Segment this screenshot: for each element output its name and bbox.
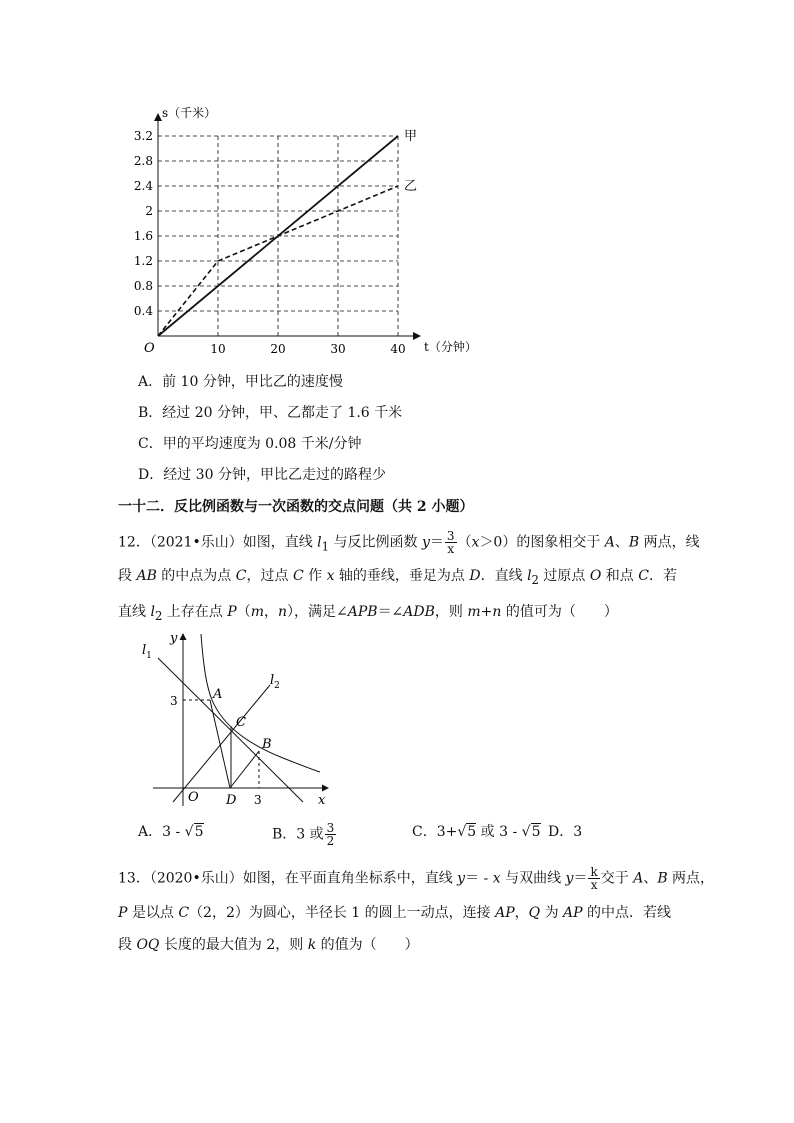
y-tick-label: 1.6 [133, 229, 153, 243]
q13-text: ＝ [573, 870, 588, 887]
y-axis-label: s（千米） [162, 106, 217, 120]
series-label: 甲 [404, 129, 418, 144]
q12-text: ，则 [434, 604, 468, 620]
q12-text: ， [263, 604, 278, 620]
fig-label-d: D [226, 793, 237, 808]
q12-option-text: 或 3 - [476, 824, 522, 840]
q13-text: k [307, 937, 317, 953]
q12-text: ，过点 [246, 568, 293, 584]
q12-option-d: D．3 [548, 824, 583, 840]
q12-text: n [492, 604, 502, 620]
sqrt-radicand: 5 [194, 824, 204, 840]
q12-text: 过原点 [538, 568, 590, 584]
q12-text: 2 [154, 608, 163, 623]
y-tick-label: 0.8 [133, 279, 153, 293]
fig-label-b: B [262, 737, 272, 752]
q13-text: A [633, 870, 644, 887]
q12-text: （ [236, 604, 251, 620]
q13-text: 为 [540, 905, 564, 921]
q12-text: 的中点为点 [156, 568, 236, 584]
fraction-denominator: 2 [326, 834, 335, 848]
q12-text: B [628, 534, 640, 551]
q12-option-text: C．3+ [412, 824, 458, 840]
q13-text: 13．（2020•乐山）如图，在平面直角坐标系中，直线 [118, 870, 458, 887]
q12-text: ADB [403, 604, 435, 620]
fig-label-a: A [213, 687, 223, 702]
q13-text: P [118, 905, 128, 921]
q11-option-c: C．甲的平均速度为 0.08 千米/分钟 [138, 436, 362, 452]
q12-text: m [250, 604, 264, 620]
q12-text: + [480, 604, 493, 620]
y-tick-label: 2.8 [133, 154, 153, 168]
x-tick-label: 30 [330, 342, 346, 356]
q12-text: 与反比例函数 [329, 534, 422, 551]
q12-text: D [469, 568, 481, 584]
q12-line-1 [118, 530, 700, 556]
q12-text: 段 [118, 568, 137, 584]
fig-label-3y: 3 [170, 694, 178, 708]
q13-text: B [657, 870, 668, 887]
q12-text: P [227, 604, 237, 620]
q13-text: 是以点 [127, 905, 179, 921]
q11-option-d: D．经过 30 分钟，甲比乙走过的路程少 [138, 467, 386, 483]
fig-label-x: x [318, 793, 326, 808]
y-tick-label: 1.2 [133, 254, 153, 268]
q12-text: 1 [321, 539, 330, 554]
q12-text: y [421, 534, 430, 551]
fig-hyperbola [201, 634, 320, 772]
q12-text: n [277, 604, 287, 620]
q12-line-3 [118, 602, 618, 626]
q13-line-3 [118, 935, 419, 955]
q12-text: ．直线 [480, 568, 528, 584]
q12-text: 直线 [118, 604, 151, 620]
q13-text: ， [514, 905, 529, 921]
q13-text: 段 [118, 937, 137, 953]
q13-text: AP [563, 905, 583, 921]
q12-text: ），满足∠ [287, 604, 348, 620]
q13-text: AP [495, 905, 515, 921]
q12-text: x [471, 534, 480, 551]
q12-text: AB [136, 568, 157, 584]
q12-text: 作 [303, 568, 327, 584]
q12-text: 上存在点 [162, 604, 228, 620]
q13-text: 长度的最大值为 2，则 [159, 937, 308, 953]
section-heading: 一十二．反比例函数与一次函数的交点问题（共 2 小题） [118, 499, 474, 515]
fig-label-l1: $l_1$ [142, 643, 152, 661]
q12-text: 轴的垂线，垂足为点 [334, 568, 470, 584]
fig-label-3x: 3 [254, 793, 262, 807]
q12-text: x [326, 568, 335, 584]
q12-text: ．若 [648, 568, 677, 584]
y-tick-label: 3.2 [133, 129, 153, 143]
q13-text: OQ [136, 937, 160, 953]
q12-text: m [467, 604, 481, 620]
origin-label: O [144, 341, 155, 356]
q12-option-text: A．3 - [138, 824, 185, 840]
q12-text: ＝ [429, 534, 444, 551]
q12-text: 两点，线 [639, 534, 700, 551]
q13-text: 、 [643, 870, 658, 887]
fig-label-c: C [236, 715, 246, 730]
q12-text: ＝∠ [377, 604, 404, 620]
q13-text: 的值为（ ） [316, 937, 419, 953]
x-tick-label: 10 [210, 342, 226, 356]
q12-text: 的值可为（ ） [501, 604, 618, 620]
q13-fraction [588, 866, 599, 891]
distance-time-chart [130, 100, 490, 370]
q12-text: C [292, 568, 304, 584]
q12-text: 和点 [601, 568, 639, 584]
q13-text: 两点， [667, 870, 715, 887]
fraction-numerator: 3 [326, 821, 335, 835]
fig-label-o: O [188, 790, 199, 805]
q13-text: 交于 [600, 870, 634, 887]
q12-text: APB [347, 604, 378, 620]
q12-option-c: C．3+√5 或 3 - √5 [412, 824, 541, 840]
q12-text: C [638, 568, 649, 584]
q12-text: 12．（2021•乐山）如图，直线 [118, 534, 318, 551]
q12-text: l [317, 534, 322, 551]
q12-option-b [272, 822, 337, 847]
fig-segment-ad [210, 700, 230, 788]
fraction-denominator: x [590, 878, 598, 892]
fraction-numerator: k [590, 865, 598, 879]
q12-option-a: A．3 - √5 [138, 824, 204, 840]
fig-label-y: y [170, 631, 178, 646]
q11-option-a: A．前 10 分钟，甲比乙的速度慢 [138, 374, 343, 390]
q13-text: 与双曲线 [500, 870, 566, 887]
chart-series [158, 129, 417, 336]
fraction-denominator: x [447, 542, 455, 556]
q12-option-b-fraction [325, 822, 337, 847]
q12-text: C [235, 568, 247, 584]
q12-text: 2 [531, 572, 539, 587]
q13-text: x [492, 870, 501, 887]
q13-text: C [178, 905, 190, 921]
x-axis-label: t（分钟） [424, 340, 477, 354]
q13-line-1 [118, 866, 714, 891]
q13-text: （2，2）为圆心，半径长 1 的圆上一动点，连接 [189, 905, 496, 921]
q12-text: （ [457, 534, 472, 551]
sqrt-radicand: 5 [531, 824, 541, 840]
q12-fraction [445, 530, 457, 555]
q12-text: O [589, 568, 602, 584]
q13-line-2 [118, 903, 671, 923]
q12-option-text: B．3 或 [272, 826, 324, 843]
fig-line-l2 [173, 685, 270, 802]
q13-text: 的中点．若线 [582, 905, 672, 921]
fig-label-l2: $l_2$ [270, 673, 280, 691]
series-label: 乙 [404, 179, 418, 194]
y-tick-label: 0.4 [133, 304, 153, 318]
q12-line-2 [118, 566, 677, 590]
q13-text: ＝ - [465, 870, 493, 887]
x-tick-label: 20 [270, 342, 286, 356]
q12-text: A [604, 534, 615, 551]
x-tick-label: 40 [390, 342, 406, 356]
q13-text: y [457, 870, 466, 887]
q12-text: 、 [614, 534, 629, 551]
q13-text: Q [528, 905, 541, 921]
q13-text: y [565, 870, 574, 887]
q11-option-b: B．经过 20 分钟，甲、乙都走了 1.6 千米 [138, 405, 403, 421]
sqrt-radicand: 5 [467, 824, 477, 840]
q12-text: l [527, 568, 532, 584]
fraction-numerator: 3 [446, 529, 455, 543]
q12-text: l [150, 604, 155, 620]
q12-figure [138, 630, 338, 810]
y-tick-label: 2.4 [133, 179, 153, 193]
fig-segment-db [230, 751, 259, 788]
q12-text: ＞0）的图象相交于 [479, 534, 605, 551]
y-tick-label: 2 [145, 204, 153, 218]
